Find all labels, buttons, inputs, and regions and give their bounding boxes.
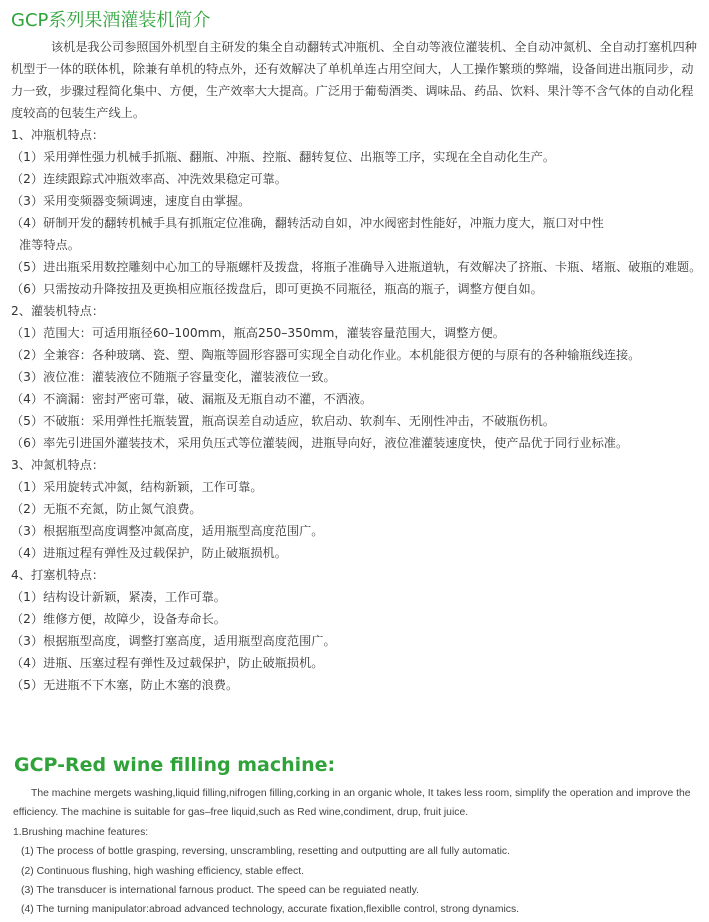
section-heading-corker: 4、打塞机特点：: [11, 568, 105, 582]
list-item: （1）采用旋转式冲氮，结构新颖，工作可靠。: [11, 480, 263, 494]
chinese-intro: 该机是我公司参照国外机型自主研发的集全自动翻转式冲瓶机、全自动等液位灌装机、全自动冲氮机、全自动打塞机四种机型于一体的联体机，除兼有单机的特点外，还有效解决了单机单连占用空间大，人工操作繁琐的弊端，设备间进出瓶同步，动力一致，步骤过程简化集中、方便，生产效率大大提高。广泛用于葡萄酒类、调味品、药品、饮料、果汁等不含气体的自动化程度较高的包装生产线上。: [11, 40, 697, 120]
section-heading-filler: 2、灌装机特点：: [11, 304, 105, 318]
english-intro: The machine mergets washing,liquid filling,nifrogen filling,corking in an organic whole, It takes less room, simplify the operation and improve the efficiency. The machine is suitable for gas–free liquid,such as Red wine,condiment, drup, fruit juice.: [13, 788, 691, 819]
chinese-body: [11, 36, 705, 696]
list-item: （1）范围大：可适用瓶径60–100mm，瓶高250–350mm，灌装容量范围大，调整方便。: [11, 326, 505, 340]
list-item: （3）根据瓶型高度，调整打塞高度，适用瓶型高度范围广。: [11, 634, 336, 648]
list-item: （2）全兼容：各种玻璃、瓷、塑、陶瓶等圆形容器可实现全自动化作业。本机能很方便的与原有的各种输瓶线连接。: [11, 348, 641, 362]
list-item: （2）连续跟踪式冲瓶效率高、冲洗效果稳定可靠。: [11, 172, 287, 186]
list-item: （2）维修方便，故障少，设备寿命长。: [11, 612, 226, 626]
list-item: （6）只需按动升降按扭及更换相应瓶径拨盘后，即可更换不同瓶径，瓶高的瓶子，调整方便自如。: [11, 282, 543, 296]
list-item: （5）进出瓶采用数控雕刻中心加工的导瓶螺杆及拨盘，将瓶子准确导入进瓶道轨，有效解决了挤瓶、卡瓶、堵瓶、破瓶的难题。: [11, 260, 702, 274]
section-heading-rinser: 1、冲瓶机特点：: [11, 128, 105, 142]
list-item: （6）率先引进国外灌装技术，采用负压式等位灌装阀，进瓶导向好，液位准灌装速度快，使产品优于同行业标准。: [11, 436, 629, 450]
list-item: (4) The turning manipulator:abroad advanced technology, accurate fixation,flexiblle control, strong dynamics.: [21, 904, 520, 916]
list-item: （4）进瓶、压塞过程有弹性及过载保护，防止破瓶损机。: [11, 656, 324, 670]
list-item: （5）不破瓶：采用弹性托瓶装置，瓶高误差自动适应，软启动、软刹车、无刚性冲击，不破瓶伤机。: [11, 414, 556, 428]
english-section-heading: 1.Brushing machine features:: [13, 826, 149, 838]
list-item: (3) The transducer is international farnous product. The speed can be reguiated neatly.: [21, 885, 419, 897]
english-title: GCP-Red wine filling machine:: [14, 754, 336, 776]
list-item: （3）液位准：灌装液位不随瓶子容量变化，灌装液位一致。: [11, 370, 336, 384]
list-item: （5）无进瓶不下木塞，防止木塞的浪费。: [11, 678, 239, 692]
list-item: （3）采用变频器变频调速，速度自由掌握。: [11, 194, 251, 208]
list-item: （1）采用弹性强力机械手抓瓶、翻瓶、冲瓶、控瓶、翻转复位、出瓶等工序，实现在全自动化生产。: [11, 150, 556, 164]
english-body: [13, 784, 705, 920]
list-item: （2）无瓶不充氮，防止氮气浪费。: [11, 502, 202, 516]
list-item: （3）根据瓶型高度调整冲氮高度，适用瓶型高度范围广。: [11, 524, 324, 538]
list-item: (2) Continuous flushing, high washing efficiency, stable effect.: [21, 865, 305, 877]
list-item-continued: 准等特点。: [19, 238, 80, 252]
list-item: （4）研制开发的翻转机械手具有抓瓶定位准确，翻转活动自如，冲水阀密封性能好，冲瓶力度大，瓶口对中性: [11, 216, 604, 230]
chinese-title: GCP系列果酒灌装机简介: [11, 10, 211, 31]
section-heading-nitrogen: 3、冲氮机特点：: [11, 458, 105, 472]
list-item: （4）不滴漏：密封严密可靠，破、漏瓶及无瓶自动不灌，不洒液。: [11, 392, 373, 406]
list-item: （1）结构设计新颖，紧凑，工作可靠。: [11, 590, 226, 604]
list-item: （4）进瓶过程有弹性及过载保护，防止破瓶损机。: [11, 546, 287, 560]
list-item: (1) The process of bottle grasping, reversing, unscrambling, resetting and outputting are all fully automatic.: [21, 846, 511, 858]
